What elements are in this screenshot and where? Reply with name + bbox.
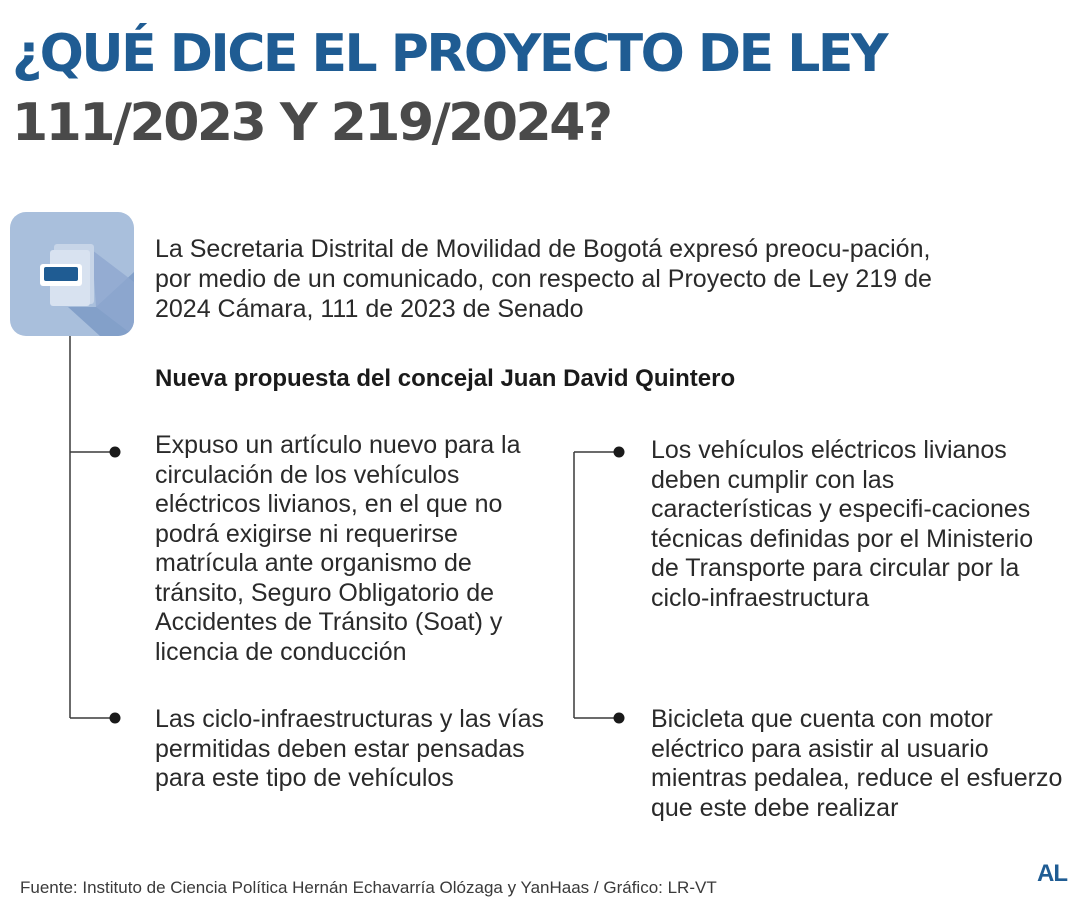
intro-paragraph: La Secretaria Distrital de Movilidad de Bogotá expresó preocu-pación, por medio de un comunicado, con respecto al Proyecto de Ley 219 de 2024 Cámara, 111 de 2023 de Senado xyxy=(155,235,932,323)
source-caption: Fuente: Instituto de Ciencia Política Hernán Echavarría Olózaga y YanHaas / Gráfico: LR-VT xyxy=(20,878,717,897)
title-line-1: ¿QUÉ DICE EL PROYECTO DE LEY xyxy=(12,24,886,84)
bullet-dot-3 xyxy=(614,447,625,458)
bullet-dot-1 xyxy=(110,447,121,458)
bullet-text-1: Expuso un artículo nuevo para la circulación de los vehículos eléctricos livianos, en el que no podrá exigirse ni requerirse matrícula ante organismo de tránsito, Seguro Obligatorio de Accidentes de Tránsito (Soat) y licencia de conducción xyxy=(155,431,521,666)
bullet-dot-4 xyxy=(614,713,625,724)
bullet-text-4: Bicicleta que cuenta con motor eléctrico para asistir al usuario mientras pedalea, reduce el esfuerzo que este debe realizar xyxy=(651,705,1063,822)
bullet-text-3: Los vehículos eléctricos livianos deben cumplir con las características y especifi-caciones técnicas definidas por el Ministerio de Transporte para circular por la ciclo-infraestructura xyxy=(651,436,1034,612)
title-line-2: 111/2023 Y 219/2024? xyxy=(12,93,611,153)
bullet-text-2: Las ciclo-infraestructuras y las vías permitidas deben estar pensadas para este tipo de vehículos xyxy=(155,705,545,792)
section-subheading: Nueva propuesta del concejal Juan David Quintero xyxy=(155,365,736,392)
publisher-logo: AL xyxy=(1037,860,1067,887)
bullet-dot-2 xyxy=(110,713,121,724)
